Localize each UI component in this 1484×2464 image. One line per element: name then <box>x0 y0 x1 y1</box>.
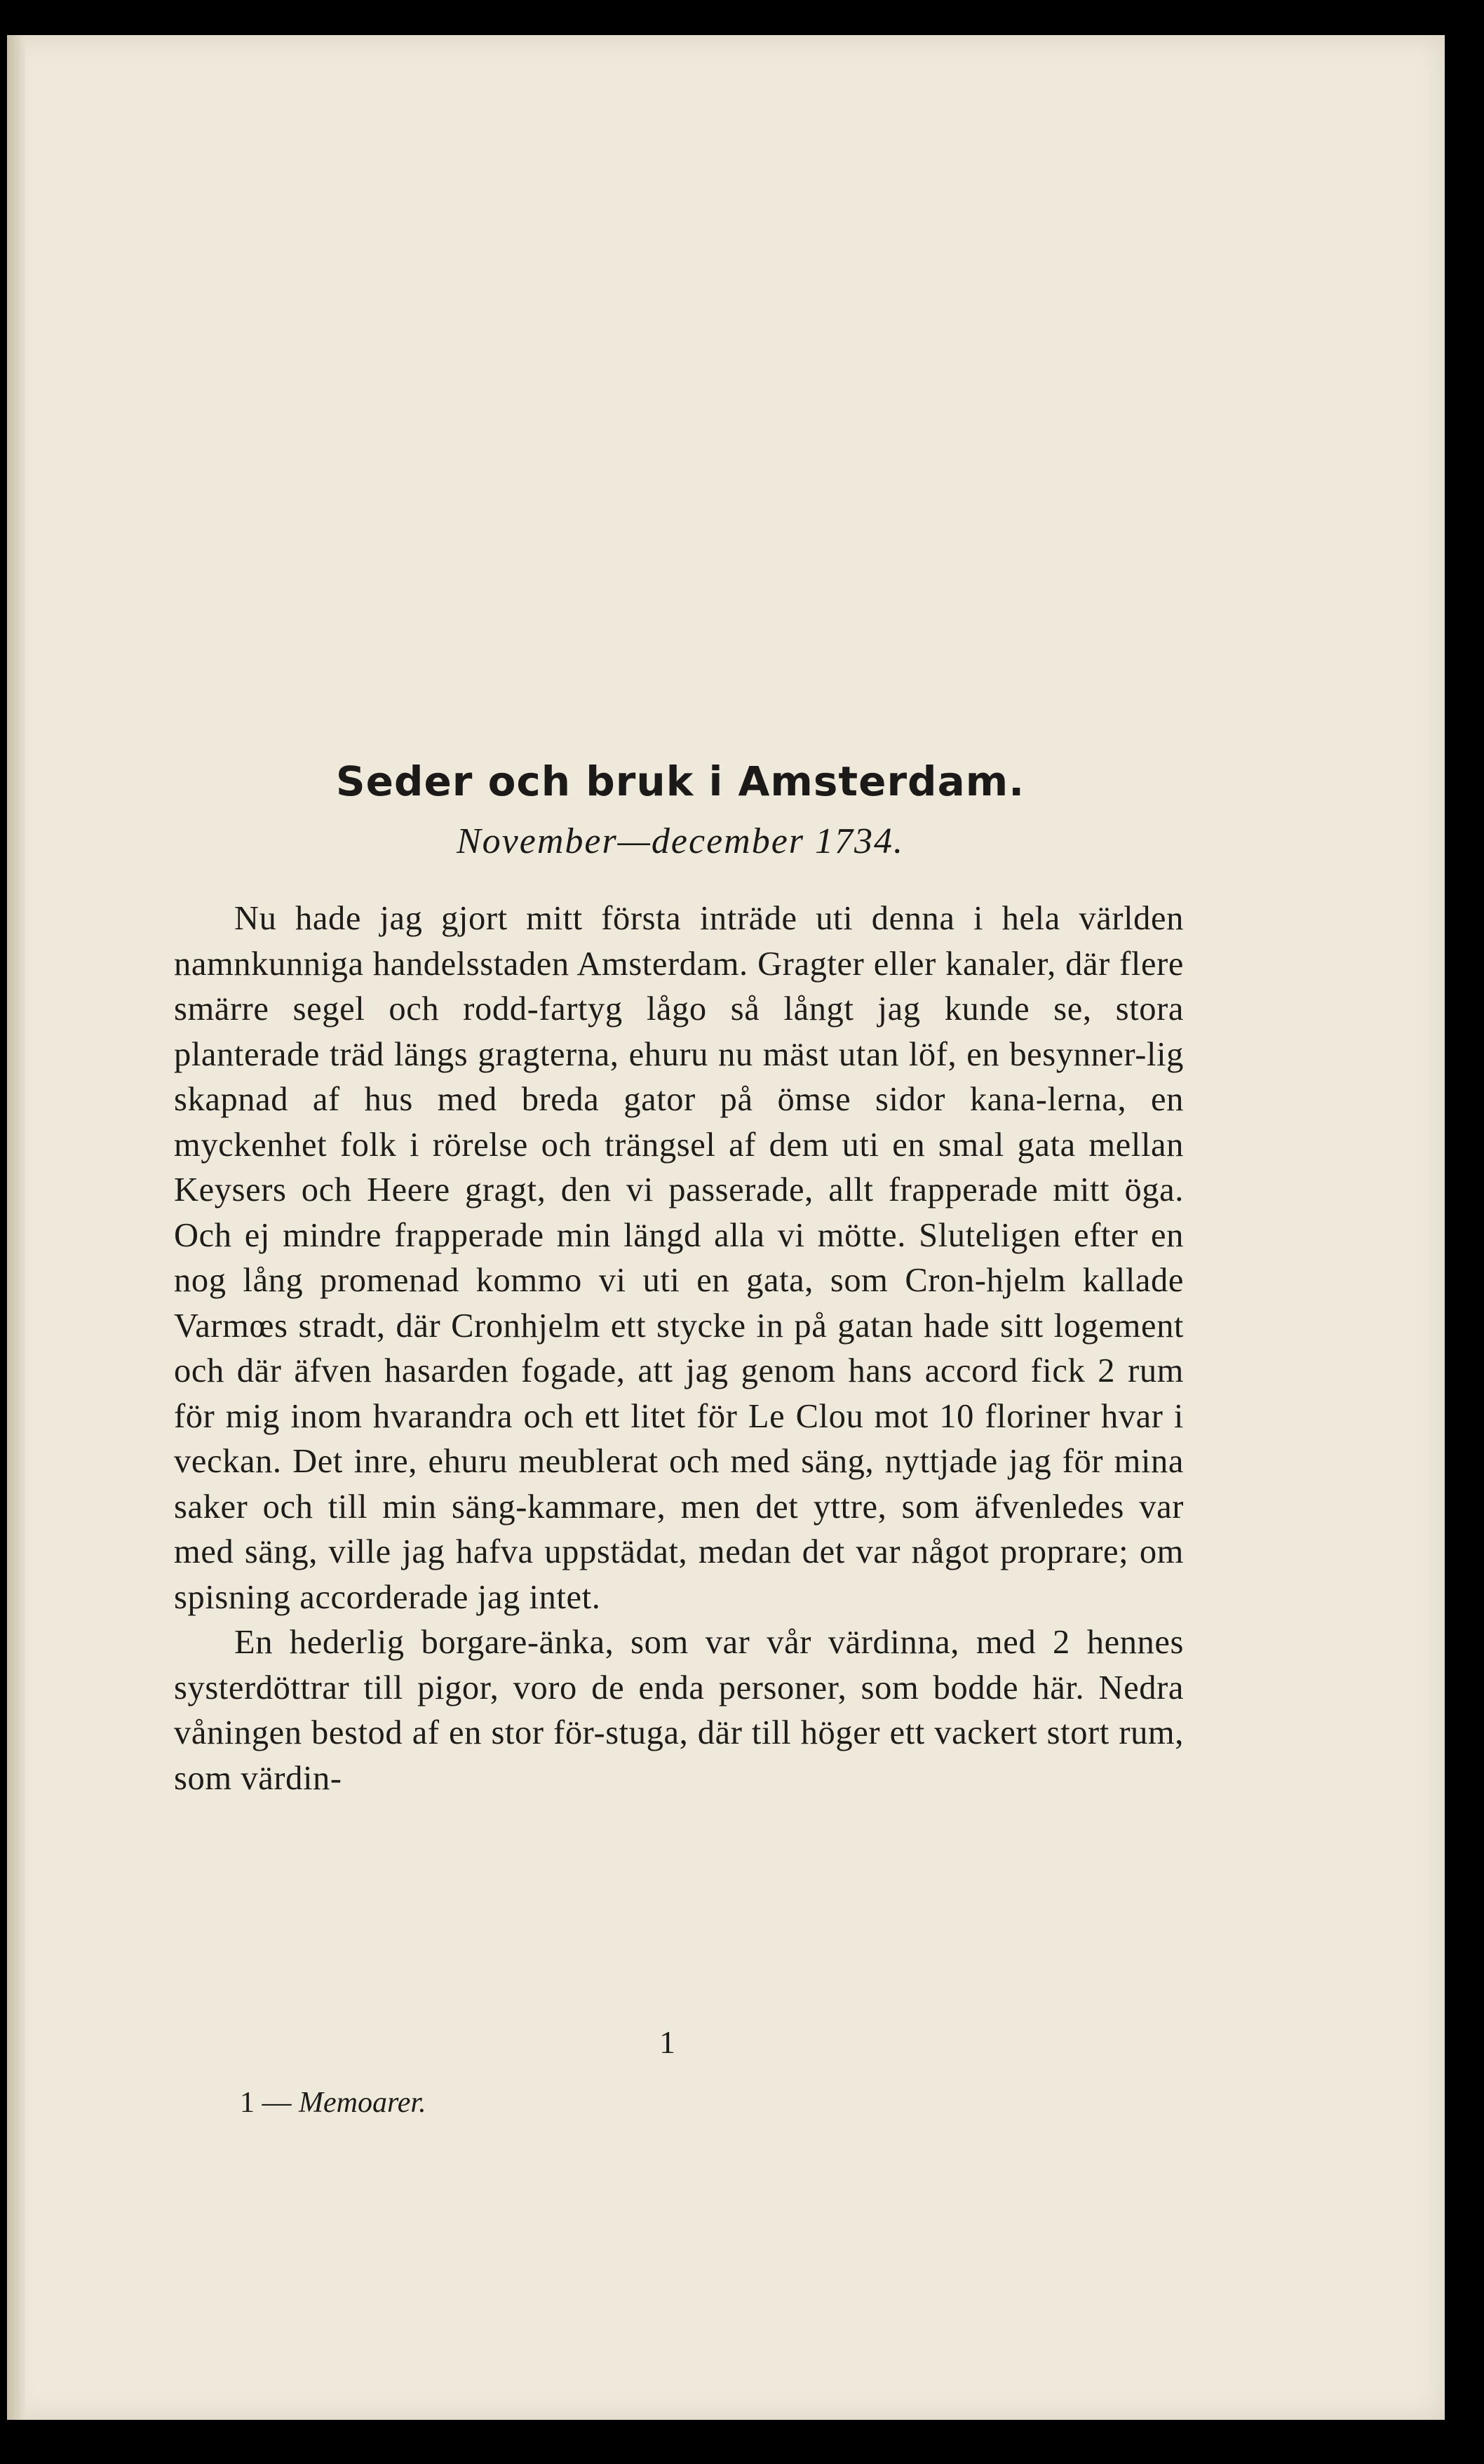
signature-number: 1 — <box>240 2087 292 2119</box>
chapter-title-wrap <box>7 758 1354 805</box>
signature-mark <box>240 2086 426 2120</box>
body-text <box>174 896 1184 1801</box>
book-page <box>7 35 1445 2420</box>
signature-work-title: Memoarer. <box>299 2087 426 2119</box>
chapter-date: November—december 1734. <box>456 821 905 861</box>
chapter-title: Seder och bruk i Amsterdam. <box>335 758 1025 805</box>
page-number: 1 <box>659 2024 675 2060</box>
page-binding-edge <box>7 35 25 2420</box>
paragraph: Nu hade jag gjort mitt första inträde uti denna i hela världen namnkunniga handelsstaden Amsterdam. Gragter eller kanaler, där flere smärre segel och rodd-fartyg lågo så långt jag kunde se, stora planterade träd längs gragterna, ehuru nu mäst utan löf, en besynner-lig skapnad af hus med breda gator på ömse sidor kana-lerna, en myckenhet folk i rörelse och trängsel af dem uti en smal gata mellan Keysers och Heere gragt, den vi passerade, allt frapperade mitt öga. Och ej mindre frapperade min längd alla vi mötte. Sluteligen efter en nog lång promenad kommo vi uti en gata, som Cron-hjelm kallade Varmœs stradt, där Cronhjelm ett stycke in på gatan hade sitt logement och där äfven hasarden fogade, att jag genom hans accord fick 2 rum för mig inom hvarandra och ett litet för Le Clou mot 10 floriner hvar i veckan. Det inre, ehuru meublerat och med säng, nyttjade jag för mina saker och till min säng-kammare, men det yttre, som äfvenledes var med säng, ville jag hafva uppstädat, medan det var något proprare; om spisning accorderade jag intet. <box>174 900 1184 1616</box>
paragraph: En hederlig borgare-änka, som var vår värdinna, med 2 hennes systerdöttrar till pigor, voro de enda personer, som bodde här. Nedra våningen bestod af en stor för-stuga, där till höger ett vackert stort rum, som värdin- <box>174 1624 1184 1797</box>
